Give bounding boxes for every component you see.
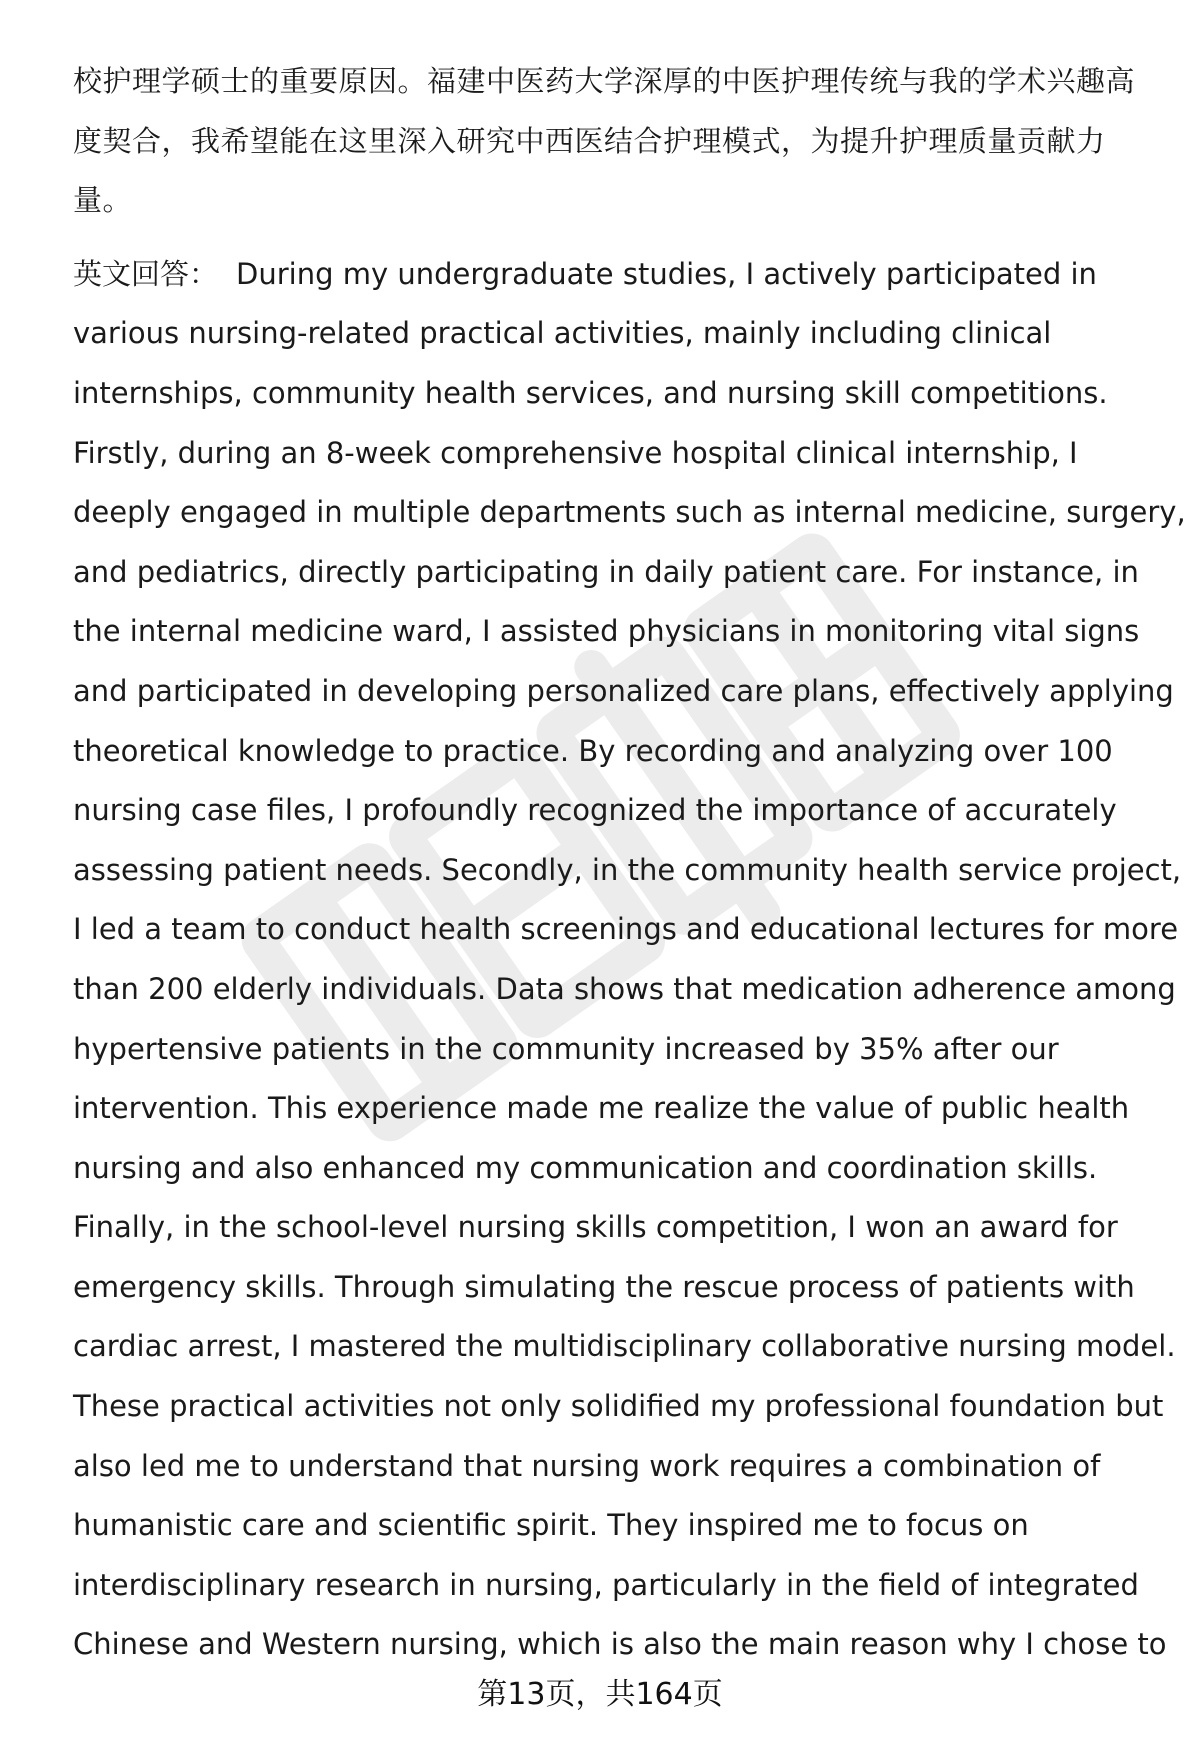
text-line: and pediatrics, directly participating in daily patient care. For instance, in: [73, 554, 1139, 589]
chinese-paragraph: [73, 52, 1163, 231]
text-line: Firstly, during an 8-week comprehensive hospital clinical internship, I: [73, 435, 1078, 470]
text-line: [73, 245, 1163, 305]
text-line: hypertensive patients in the community increased by 35% after our: [73, 1031, 1059, 1066]
answer-label: 英文回答：: [73, 256, 219, 291]
text-line: interdisciplinary research in nursing, particularly in the field of integrated: [73, 1567, 1139, 1602]
text-line: These practical activities not only solidified my professional foundation but: [73, 1389, 1164, 1424]
page-number-footer: 第13页，共164页: [477, 1677, 723, 1712]
text-line: nursing and also enhanced my communication and coordination skills.: [73, 1150, 1098, 1185]
english-answer-paragraph: [73, 245, 1186, 1675]
text-line: internships, community health services, and nursing skill competitions.: [73, 375, 1108, 410]
text-line: I led a team to conduct health screenings and educational lectures for more: [73, 912, 1179, 947]
text-line: theoretical knowledge to practice. By recording and analyzing over 100: [73, 733, 1113, 768]
text-line: intervention. This experience made me realize the value of public health: [73, 1091, 1130, 1126]
text-line: 量。: [73, 183, 133, 218]
text-line: various nursing-related practical activities, mainly including clinical: [73, 316, 1052, 351]
text-line: than 200 elderly individuals. Data shows that medication adherence among: [73, 971, 1176, 1006]
text-line: humanistic care and scientific spirit. They inspired me to focus on: [73, 1508, 1029, 1543]
text-line: cardiac arrest, I mastered the multidisciplinary collaborative nursing model.: [73, 1329, 1176, 1364]
text-line: 校护理学硕士的重要原因。福建中医药大学深厚的中医护理传统与我的学术兴趣高: [73, 64, 1136, 98]
text-line: assessing patient needs. Secondly, in the community health service project,: [73, 852, 1182, 887]
text-line: deeply engaged in multiple departments such as internal medicine, surgery,: [73, 495, 1186, 530]
text-line: Chinese and Western nursing, which is also the main reason why I chose to: [73, 1627, 1167, 1662]
text-line: emergency skills. Through simulating the rescue process of patients with: [73, 1269, 1135, 1304]
text-line: the internal medicine ward, I assisted physicians in monitoring vital signs: [73, 614, 1140, 649]
text-line: and participated in developing personalized care plans, effectively applying: [73, 673, 1174, 708]
text-line: Finally, in the school-level nursing skills competition, I won an award for: [73, 1210, 1118, 1245]
document-body: [73, 52, 1186, 1675]
text-line: nursing case files, I profoundly recognized the importance of accurately: [73, 793, 1117, 828]
text-line-content: During my undergraduate studies, I actively participated in: [236, 256, 1097, 291]
text-line: 度契合，我希望能在这里深入研究中西医结合护理模式，为提升护理质量贡献力: [73, 123, 1106, 158]
text-line: also led me to understand that nursing work requires a combination of: [73, 1448, 1101, 1483]
